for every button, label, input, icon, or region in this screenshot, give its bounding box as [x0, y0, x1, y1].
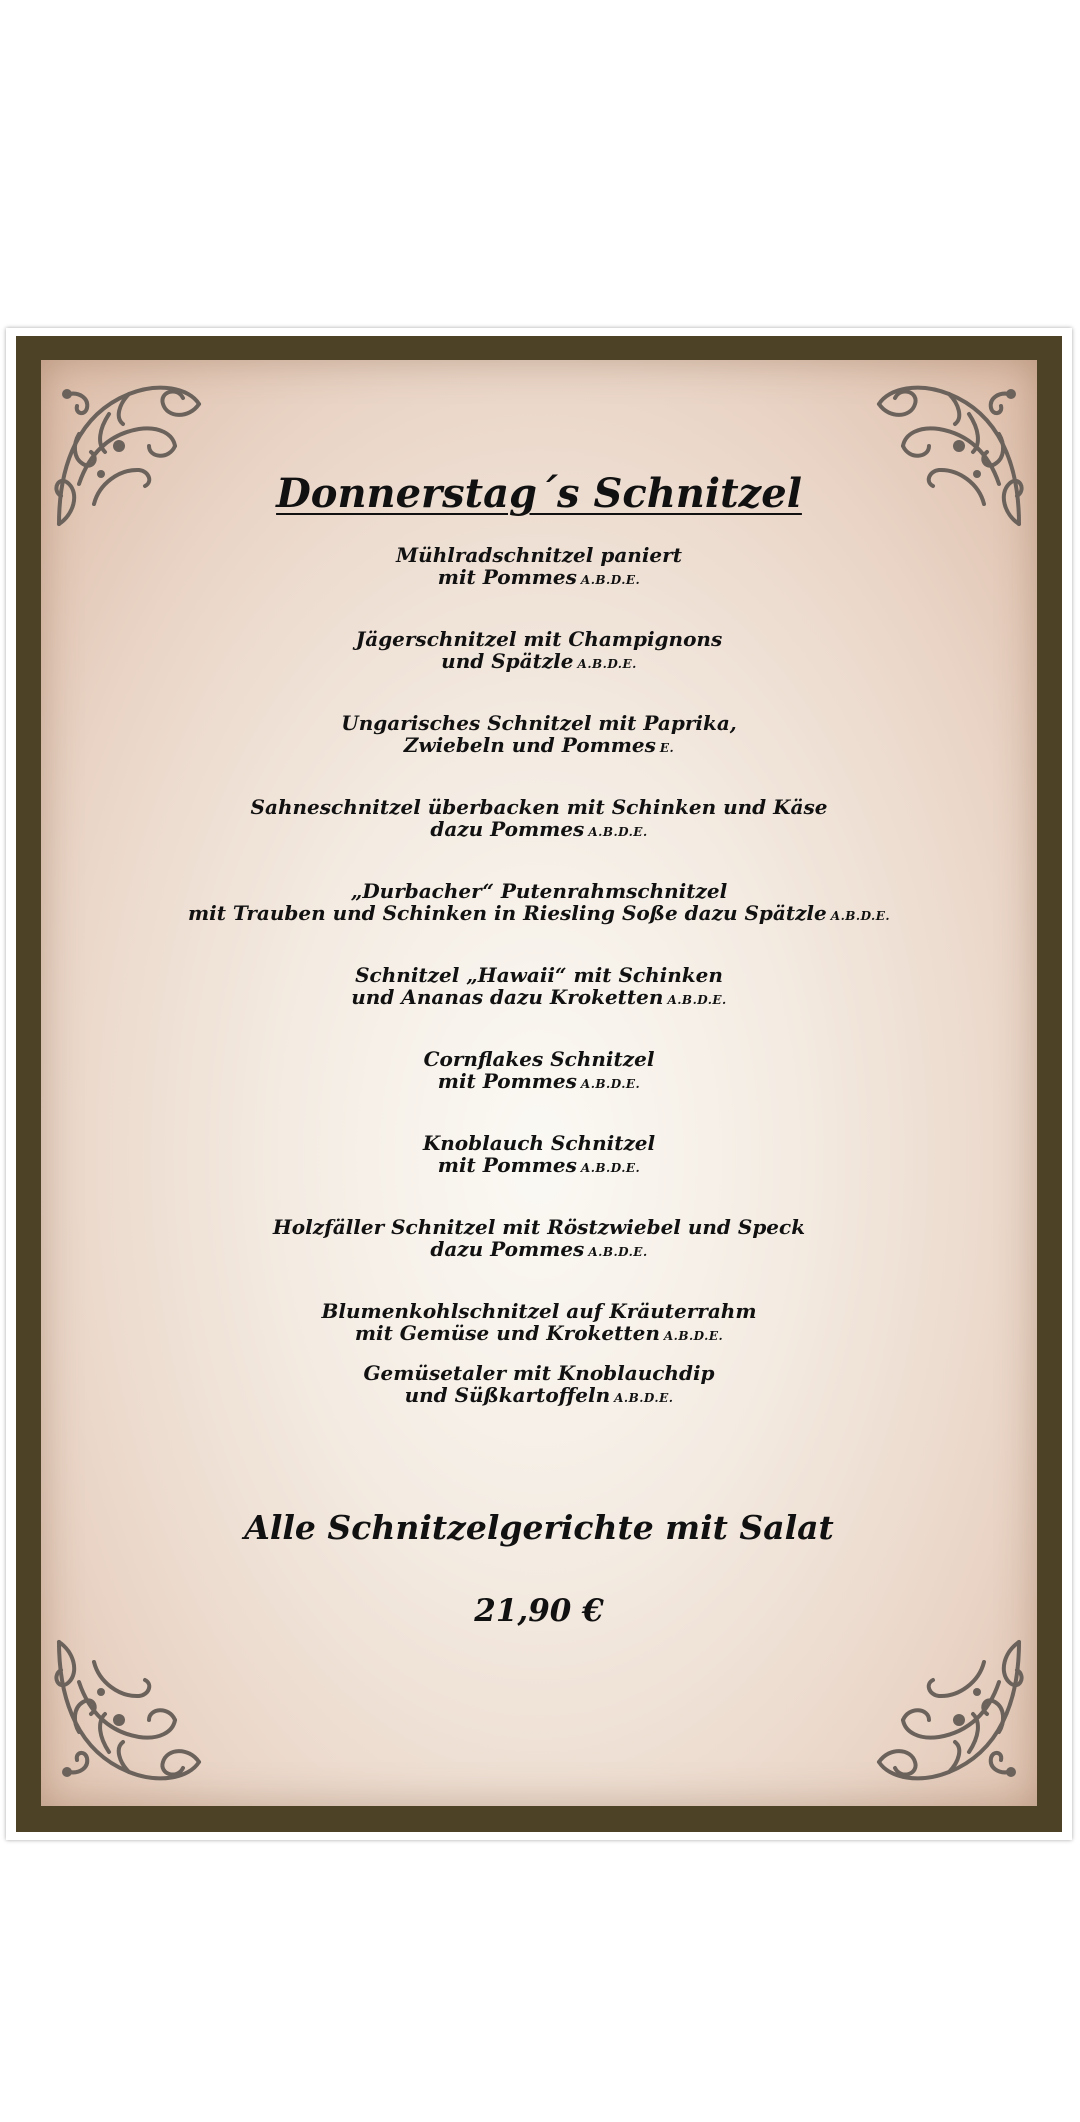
dish-item — [41, 1216, 1037, 1300]
menu-frame — [16, 336, 1062, 1832]
floral-scroll-ornament-icon — [49, 1632, 209, 1792]
allergen-codes: A.B.D.E. — [830, 909, 891, 923]
allergen-codes: A.B.D.E. — [580, 573, 641, 587]
dish-item — [41, 964, 1037, 1048]
dish-name: Holzfäller Schnitzel mit Röstzwiebel und Speck — [272, 1215, 806, 1239]
menu-card — [6, 328, 1072, 1840]
dish-side: mit Gemüse und Kroketten — [354, 1321, 660, 1345]
allergen-codes: A.B.D.E. — [580, 1077, 641, 1091]
dish-name: Blumenkohlschnitzel auf Kräuterrahm — [321, 1299, 757, 1323]
dish-name: Gemüsetaler mit Knoblauchdip — [363, 1361, 715, 1385]
dish-side: mit Pommes — [437, 565, 577, 589]
dish-side: Zwiebeln und Pommes — [403, 733, 656, 757]
dish-side: und Spätzle — [441, 649, 574, 673]
allergen-codes: A.B.D.E. — [667, 993, 727, 1007]
allergen-codes: A.B.D.E. — [580, 1161, 641, 1175]
dish-side: und Ananas dazu Kroketten — [351, 985, 664, 1009]
dish-item — [41, 1300, 1037, 1362]
allergen-codes: A.B.D.E. — [614, 1391, 674, 1405]
dish-side: dazu Pommes — [430, 1237, 585, 1261]
floral-scroll-ornament-icon — [869, 1632, 1029, 1792]
dish-item — [41, 880, 1037, 964]
dish-name: Mühlradschnitzel paniert — [396, 543, 682, 567]
dish-name: Ungarisches Schnitzel mit Paprika, — [341, 711, 737, 735]
dish-name: Cornflakes Schnitzel — [423, 1047, 655, 1071]
dish-list — [41, 544, 1037, 1446]
dish-item — [41, 1048, 1037, 1132]
dish-name: „Durbacher“ Putenrahmschnitzel — [350, 879, 728, 903]
dish-name: Jägerschnitzel mit Champignons — [355, 627, 723, 651]
dish-side: mit Pommes — [437, 1069, 577, 1093]
salad-note: Alle Schnitzelgerichte mit Salat — [244, 1508, 834, 1547]
allergen-codes: A.B.D.E. — [588, 825, 648, 839]
price: 21,90 € — [474, 1593, 604, 1629]
dish-item — [41, 796, 1037, 880]
dish-item — [41, 1132, 1037, 1216]
dish-side: mit Pommes — [437, 1153, 577, 1177]
dish-name: Knoblauch Schnitzel — [422, 1131, 656, 1155]
allergen-codes: A.B.D.E. — [577, 657, 637, 671]
dish-side: und Süßkartoffeln — [404, 1383, 611, 1407]
dish-name: Schnitzel „Hawaii“ mit Schinken — [355, 963, 723, 987]
dish-item — [41, 1362, 1037, 1446]
dish-side: mit Trauben und Schinken in Riesling Soße dazu Spätzle — [187, 901, 827, 925]
dish-name: Sahneschnitzel überbacken mit Schinken und Käse — [250, 795, 828, 819]
menu-title: Donnerstag´s Schnitzel — [276, 470, 802, 517]
allergen-codes: A.B.D.E. — [588, 1245, 648, 1259]
dish-item — [41, 628, 1037, 712]
dish-item — [41, 544, 1037, 628]
dish-side: dazu Pommes — [430, 817, 585, 841]
allergen-codes: E. — [659, 741, 675, 755]
allergen-codes: A.B.D.E. — [663, 1329, 724, 1343]
dish-item — [41, 712, 1037, 796]
parchment-background — [41, 360, 1037, 1806]
